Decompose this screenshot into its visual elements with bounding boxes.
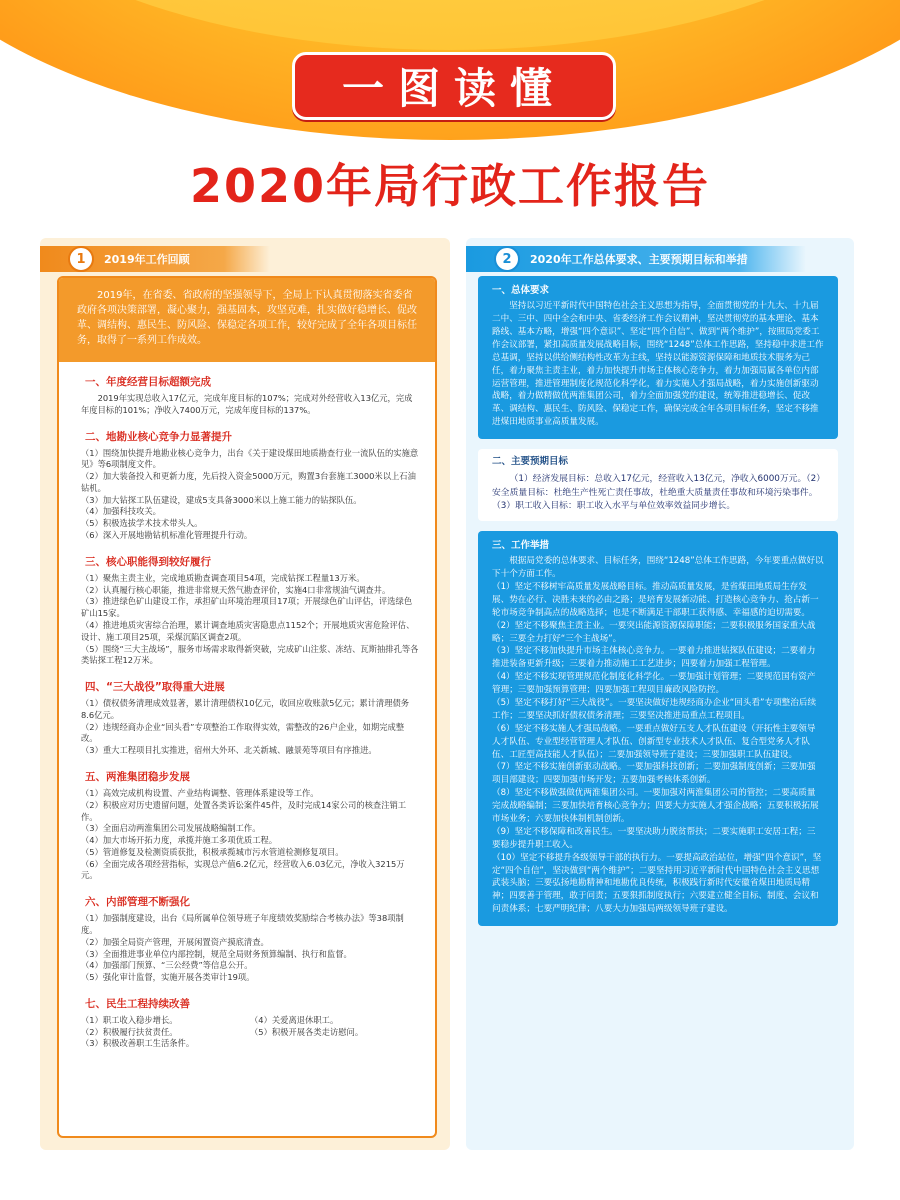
overall-text: 坚持以习近平新时代中国特色社会主义思想为指导，全面贯彻党的十九大、十九届二中、三中、四中全会和中央、省委经济工作会议精神，坚决贯彻党的基本理论、基本路线、基本方略，增强“四个意识”、坚定“四个自信”、做到“两个维护”，按照局党委工作会议部署，紧扣高质量发展战略目标，围绕“1248”总体工作思路，坚持稳中求进工作总基调，坚持以供给侧结构性改革为主线，坚持以能源资源保障和地质技术服务为己任，着力聚焦主责主业，着力加快提升市场主体核心竞争力，着力加强局属各单位内部运营管理，推进管理制度化规范化科学化，着力实施人才强局战略，着力实施创新驱动战略，着力做精做优两淮集团公司，着力全面加强党的建设，统筹推进稳增长、促改革、调结构、惠民生、防风险、保稳定工作，确保完成全年各项目标任务，坚定不移推进煤田地质事业高质量发展。 — [492, 301, 824, 428]
targets-text: （1）经济发展目标：总收入17亿元，经营收入13亿元，净收入6000万元。（2）安全质量目标：杜绝生产性死亡责任事故，杜绝重大质量责任事故和环境污染事件。（3）职工收入目标：职工收入水平与单位效率效益同步增长。 — [492, 474, 821, 511]
list-item: （1）聚焦主责主业，完成地质勘查调查项目54项，完成钻探工程量13万米。 — [81, 572, 365, 583]
list-item: （9）坚定不移保障和改善民生。一要坚决助力脱贫帮扶；二要实施职工安居工程；三要稳步提升职工收入。 — [492, 826, 816, 850]
list-item: （1）围绕加快提升地勘业核心竞争力，出台《关于建设煤田地质勘查行业一流队伍的实施意见》等6项制度文件。 — [81, 447, 419, 470]
plan-card — [478, 276, 838, 1138]
header-banner: 一图读懂 — [292, 52, 616, 120]
list-item: （6）深入开展地勘钻机标准化管理提升行动。 — [81, 530, 253, 541]
right-section-tab — [466, 246, 806, 272]
list-item: （3）全面推进事业单位内部控制，规范全局财务预算编制、执行和监督。 — [81, 948, 352, 959]
list-item: 2019年实现总收入17亿元，完成年度目标的107%；完成对外经营收入13亿元，完成年度目标的101%；净收入7400万元，完成年度目标的137%。 — [81, 393, 413, 415]
section-title: 三、工作举措 — [492, 539, 550, 551]
list-item: （3）加大钻探工队伍建设，建成5支具备3000米以上施工能力的钻探队伍。 — [81, 494, 362, 505]
list-item: （6）全面完成各项经营指标，实现总产值6.2亿元，经营收入6.03亿元，净收入3215万元。 — [81, 858, 405, 881]
list-item: （1）职工收入稳步增长。 — [81, 1014, 178, 1025]
list-item: （4）加强部门预算、“三公经费”等信息公开。 — [81, 960, 253, 971]
section-number-badge: 2 — [494, 246, 520, 272]
list-item: （5）积极选拔学术技术带头人。 — [81, 518, 203, 529]
list-item: （3）重大工程项目扎实推进，宿州大外环、北关新城、融景苑等项目有序推进。 — [81, 745, 377, 756]
list-item: （8）坚定不移做强做优两淮集团公司。一要加强对两淮集团公司的管控；二要高质量完成战略编制；三要加快培育核心竞争力；四要大力实施人才强企战略；五要积极拓展市场业务；六要加快体制机制创新。 — [492, 788, 819, 825]
section-title: 二、主要预期目标 — [492, 456, 569, 468]
list-item: （5）坚定不移打好“三大战役”。一要坚决做好违规经商办企业“回头看”专项整治后续工作；二要坚决抓好债权债务清理；三要坚决推进局重点工程项目。 — [492, 698, 817, 721]
list-item: （2）认真履行核心职能，推进非常规天然气勘查评价，实施4口非常规油气调查井。 — [81, 584, 391, 595]
section-title: 二、地勘业核心竞争力显著提升 — [85, 430, 232, 443]
targets-box — [478, 449, 838, 521]
list-item: （1）坚定不移树牢高质量发展战略目标。推动高质量发展，是省煤田地质局生存发展、势在必行、决胜未来的必由之路；是培育发展新动能、打造核心竞争力、抢占新一轮市场竞争制高点的战略选择；也是不断满足干部职工获得感、幸福感的迫切需要。 — [492, 582, 819, 618]
section-title: 七、民生工程持续改善 — [85, 997, 190, 1010]
list-item: （4）推进地质灾害综合治理，累计调查地质灾害隐患点1152个；开展地质灾害危险评估、设计、施工项目25项，采煤沉陷区调查2项。 — [81, 619, 415, 642]
section-title: 四、“三大战役”取得重大进展 — [85, 681, 225, 694]
list-item: （2）积极履行扶贫责任。 — [81, 1026, 178, 1037]
left-section-tab — [40, 246, 270, 272]
list-item: （3）积极改善职工生活条件。 — [81, 1038, 195, 1049]
review-intro: 2019年，在省委、省政府的坚强领导下，全局上下认真贯彻落实省委省政府各项决策部署，凝心聚力，强基固本，攻坚克难，扎实做好稳增长、促改革、调结构、惠民生、防风险、保稳定各项工作，较好完成了全年各项目标任务，取得了一系列工作成效。 — [59, 278, 435, 362]
section-title: 三、核心职能得到较好履行 — [85, 555, 211, 568]
list-item: （2）坚定不移聚焦主责主业。一要突出能源资源保障职能；二要积极服务国家重大战略；三要全力打好“三个主战场”。 — [492, 620, 816, 644]
list-item: （3）坚定不移加快提升市场主体核心竞争力。一要着力推进钻探队伍建设；二要着力推进装备更新升级；三要着力推动施工工艺进步；四要着力加强工程管理。 — [492, 646, 816, 670]
measures-box — [478, 531, 838, 926]
right-panel — [466, 238, 854, 1150]
list-item: （4）加强科技攻关。 — [81, 506, 161, 517]
section-title: 一、年度经营目标超额完成 — [85, 376, 211, 388]
list-item: （7）坚定不移实施创新驱动战略。一要加强科技创新；二要加强制度创新；三要加强项目部建设；四要加强市场开发；五要加强考核体系创新。 — [492, 762, 816, 786]
list-item: （2）加大装备投入和更新力度，先后投入资金5000万元，购置3台套施工3000米以上石油钻机。 — [81, 471, 416, 493]
section-title: 六、内部管理不断强化 — [85, 896, 190, 909]
livelihood-col-2 — [250, 1015, 419, 1050]
list-item: （5）管道修复及检测资质获批，积极承揽城市污水管道检测修复项目。 — [81, 846, 344, 857]
list-item: （5）积极开展各类走访慰问。 — [250, 1026, 364, 1037]
measures-list — [492, 581, 824, 916]
review-card — [57, 276, 437, 1138]
list-item: （4）关爱离退休职工。 — [250, 1014, 339, 1025]
left-panel — [40, 238, 450, 1150]
list-item: （4）加大市场开拓力度，承揽并施工多项优质工程。 — [81, 835, 278, 846]
list-item: （1）高效完成机构设置、产业结构调整、管理体系建设等工作。 — [81, 787, 319, 798]
list-item: （3）推进绿色矿山建设工作，承担矿山环境治理项目17项；开展绿色矿山评估，评选绿色矿山15家。 — [81, 596, 413, 619]
measures-intro: 根据局党委的总体要求、目标任务，围绕“1248”总体工作思路，今年要重点做好以下十个方面工作。 — [492, 556, 824, 580]
section-title: 五、两淮集团稳步发展 — [85, 770, 190, 783]
livelihood-list — [81, 1015, 419, 1050]
overall-requirements-box — [478, 276, 838, 439]
list-item: （2）加强全局资产管理，开展闲置资产摸底清查。 — [81, 936, 269, 947]
list-item: （1）加强制度建设，出台《局所属单位领导班子年度绩效奖励综合考核办法》等38项制度。 — [81, 913, 404, 935]
list-item: （1）债权债务清理成效显著，累计清理债权10亿元，收回应收账款5亿元；累计清理债务8.6亿元。 — [81, 698, 410, 720]
list-item: （5）强化审计监督，实施开展各类审计19项。 — [81, 972, 255, 983]
list-item: （10）坚定不移提升各级领导干部的执行力。一要提高政治站位，增强“四个意识”，坚定“四个自信”，坚决做到“两个维护”；二要坚持用习近平新时代中国特色社会主义思想武装头脑；三要弘扬地勘精神和地勘优良传统，积极践行新时代安徽省煤田地质局精神；四要善于管理，敢于问责；五要狠抓制度执行；六要建立健全目标、制度、会议和问责体系；七要严明纪律；八要大力加强局两级领导班子建设。 — [492, 852, 822, 915]
list-item: （4）坚定不移实现管理规范化制度化科学化。一要加强计划管理；二要规范国有资产管理；三要加强预算管理；四要加强工程项目廉政风险防控。 — [492, 672, 816, 696]
right-tab-title: 2020年工作总体要求、主要预期目标和举措 — [530, 253, 748, 266]
page-title: 2020年局行政工作报告 — [189, 159, 711, 213]
review-sections — [59, 374, 435, 984]
livelihood-col-1 — [81, 1015, 250, 1050]
list-item: （2）违规经商办企业“回头看”专项整治工作取得实效，需整改的26户企业，如期完成整改。 — [81, 721, 405, 744]
list-item: （5）围绕“三大主战场”，服务市场需求取得新突破，完成矿山注浆、冻结、瓦斯抽排孔等各类钻探工程12万米。 — [81, 643, 419, 666]
list-item: （3）全面启动两淮集团公司发展战略编制工作。 — [81, 823, 261, 834]
list-item: （6）坚定不移实施人才强局战略。一要重点做好五支人才队伍建设（开拓性主要领导人才队伍、专业型经营管理人才队伍、创新型专业技术人才队伍、复合型党务人才队伍、工匠型高技能人才队伍）；二要加强领导班子建设；三要加强职工队伍建设。 — [492, 723, 816, 760]
section-number-badge: 1 — [68, 246, 94, 272]
list-item: （2）积极应对历史遗留问题，处置各类诉讼案件45件，及时完成14家公司的核查注销工作。 — [81, 799, 407, 822]
left-tab-title: 2019年工作回顾 — [104, 253, 190, 266]
section-title: 一、总体要求 — [492, 285, 550, 296]
